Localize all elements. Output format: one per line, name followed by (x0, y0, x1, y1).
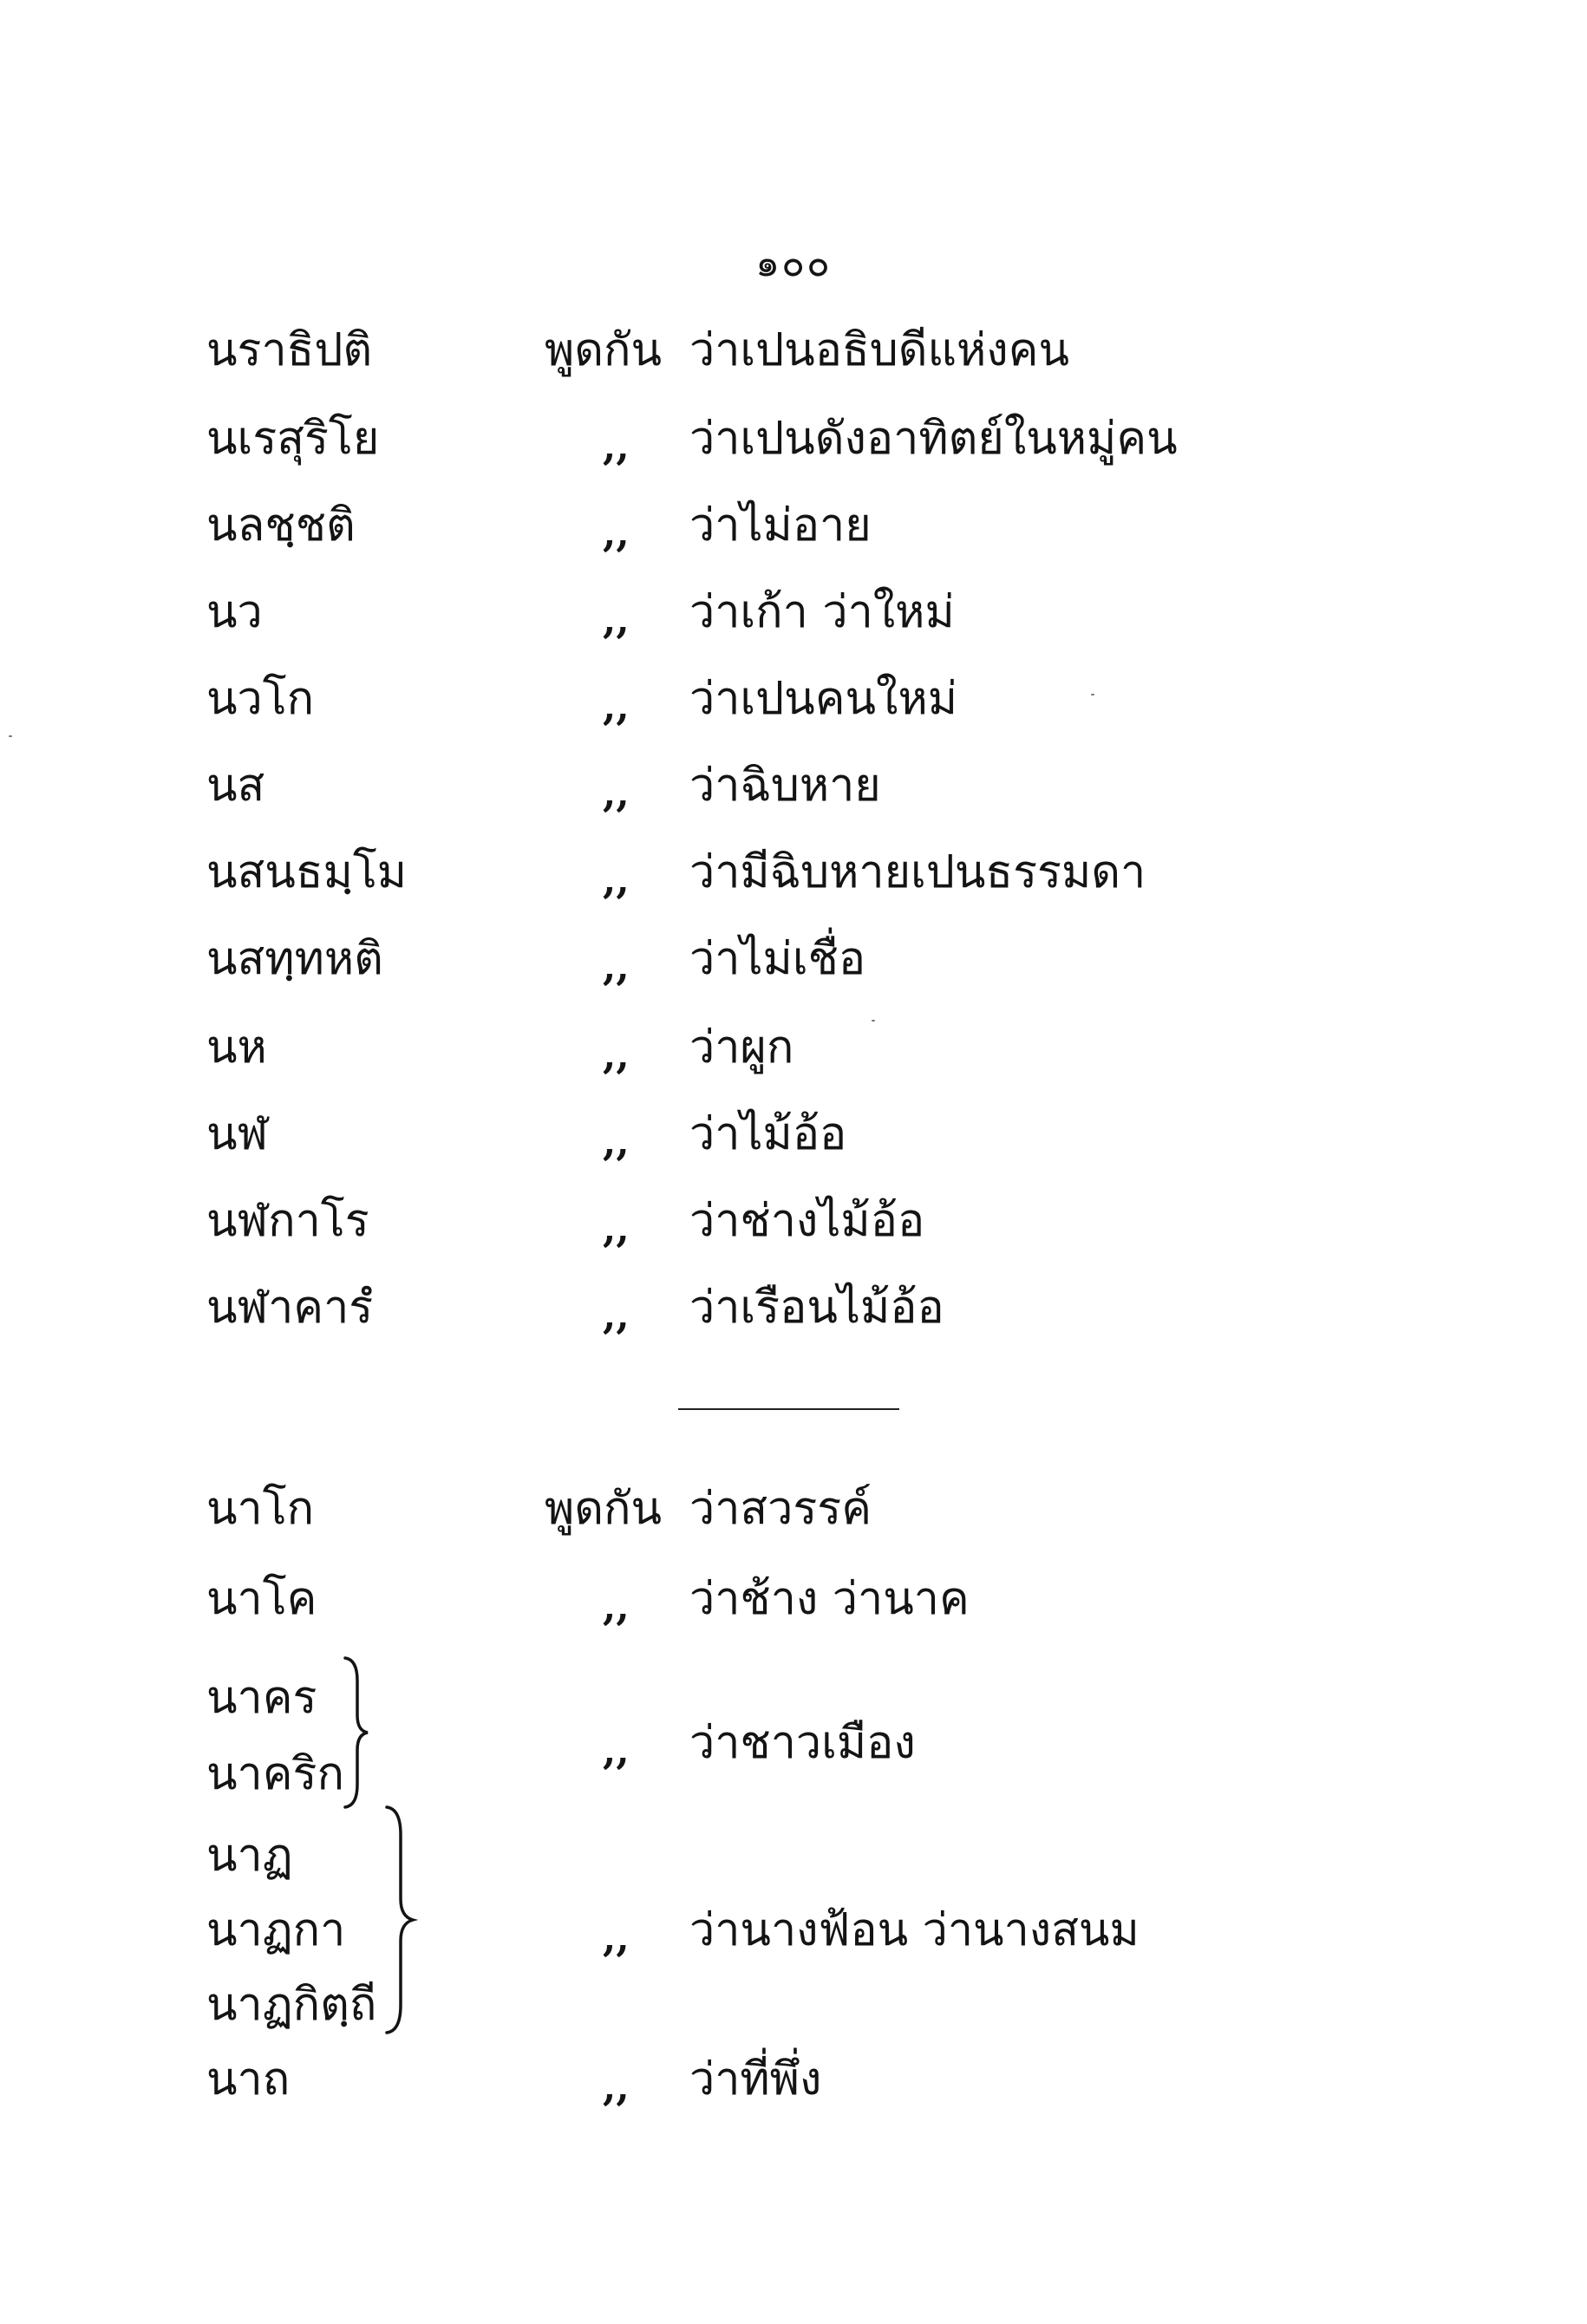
page-number: ๑๐๐ (755, 241, 832, 285)
entry-gloss: ว่ามีฉิบหายเปนธรรมดา (689, 846, 1146, 898)
entry-term: นาฏกิตฺถี (206, 1979, 377, 2031)
entry-gloss: ว่าไม่เชื่อ (689, 933, 866, 985)
entry-term: นห (206, 1022, 267, 1074)
entry-row (0, 2045, 1587, 2131)
entry-prefix: พูดกัน (545, 1483, 663, 1535)
entry-row (0, 316, 1587, 402)
ditto-mark: ,, (603, 1034, 630, 1078)
scan-speck (872, 1020, 875, 1022)
ditto-mark: ,, (603, 598, 630, 643)
entry-row (0, 578, 1587, 664)
entry-term: นส (206, 760, 265, 812)
entry-gloss: ว่าชาวเมือง (689, 1717, 916, 1769)
entry-term: นาโค (206, 1573, 317, 1625)
entry-gloss: ว่าเปนดังอาทิตย์ในหมู่คน (689, 413, 1178, 465)
group-gloss-row (0, 1896, 1587, 1982)
entry-row (0, 1273, 1587, 1360)
entry-gloss: ว่าเรือนไม้อ้อ (689, 1282, 944, 1334)
entry-term: นาฏ (206, 1830, 293, 1882)
entry-gloss: ว่าฉิบหาย (689, 760, 881, 812)
entry-row (0, 838, 1587, 924)
entry-row (0, 1013, 1587, 1100)
entry-row (0, 664, 1587, 751)
ditto-mark: ,, (603, 425, 630, 469)
group-term-row (0, 1970, 1587, 2057)
entry-term: นลชฺชติ (206, 499, 356, 552)
group-gloss-row (0, 1708, 1587, 1795)
entry-gloss: ว่าเปนอธิบดีแห่งคน (689, 324, 1069, 376)
entry-gloss: ว่าช้าง ว่านาค (689, 1573, 970, 1625)
entry-term: นสทฺทหติ (206, 933, 383, 985)
entry-term: นาถ (206, 2053, 291, 2105)
ditto-mark: ,, (603, 1729, 630, 1773)
entry-gloss: ว่าช่างไม้อ้อ (689, 1195, 925, 1247)
entry-term: นฬาคารํ (206, 1282, 374, 1334)
entry-row (0, 404, 1587, 491)
entry-row (0, 1186, 1587, 1273)
ditto-mark: ,, (603, 512, 630, 556)
entry-term: นาคริก (206, 1748, 344, 1800)
entry-term: นว (206, 586, 263, 638)
ditto-mark: ,, (603, 685, 630, 729)
entry-row (0, 1564, 1587, 1651)
entry-row (0, 1474, 1587, 1561)
entry-term: นราธิปติ (206, 324, 373, 376)
entry-term: นฬกาโร (206, 1195, 369, 1247)
section-divider (678, 1408, 899, 1410)
entry-gloss: ว่าเปนคนใหม่ (689, 673, 958, 725)
entry-term: นเรสุริโย (206, 413, 380, 465)
entry-term: นวโก (206, 673, 315, 725)
ditto-mark: ,, (603, 772, 630, 816)
entry-gloss: ว่านางฟ้อน ว่านางสนม (689, 1904, 1140, 1956)
ditto-mark: ,, (603, 1585, 630, 1629)
entry-gloss: ว่าไม้อ้อ (689, 1108, 847, 1160)
entry-term: นาโก (206, 1483, 315, 1535)
ditto-mark: ,, (603, 858, 630, 903)
entry-row (0, 1100, 1587, 1186)
ditto-mark: ,, (603, 945, 630, 989)
entry-row (0, 491, 1587, 578)
ditto-mark: ,, (603, 2066, 630, 2110)
scan-speck (9, 735, 12, 737)
entry-term: นสนธมฺโม (206, 846, 408, 898)
entry-gloss: ว่าผูก (689, 1022, 794, 1074)
ditto-mark: ,, (603, 1120, 630, 1165)
entry-row (0, 751, 1587, 838)
entry-gloss: ว่าสวรรค์ (689, 1483, 872, 1535)
entry-row (0, 924, 1587, 1011)
entry-prefix: พูดกัน (545, 324, 663, 376)
entry-term: นาฏกา (206, 1904, 346, 1956)
entry-gloss: ว่าไม่อาย (689, 499, 872, 552)
entry-term: นฬ (206, 1108, 269, 1160)
scan-speck (1091, 694, 1094, 695)
entry-gloss: ว่าที่พึ่ง (689, 2053, 822, 2105)
ditto-mark: ,, (603, 1294, 630, 1338)
ditto-mark: ,, (603, 1916, 630, 1961)
entry-term: นาคร (206, 1672, 317, 1724)
entry-gloss: ว่าเก้า ว่าใหม่ (689, 586, 955, 638)
ditto-mark: ,, (603, 1207, 630, 1251)
group-term-row (0, 1821, 1587, 1908)
